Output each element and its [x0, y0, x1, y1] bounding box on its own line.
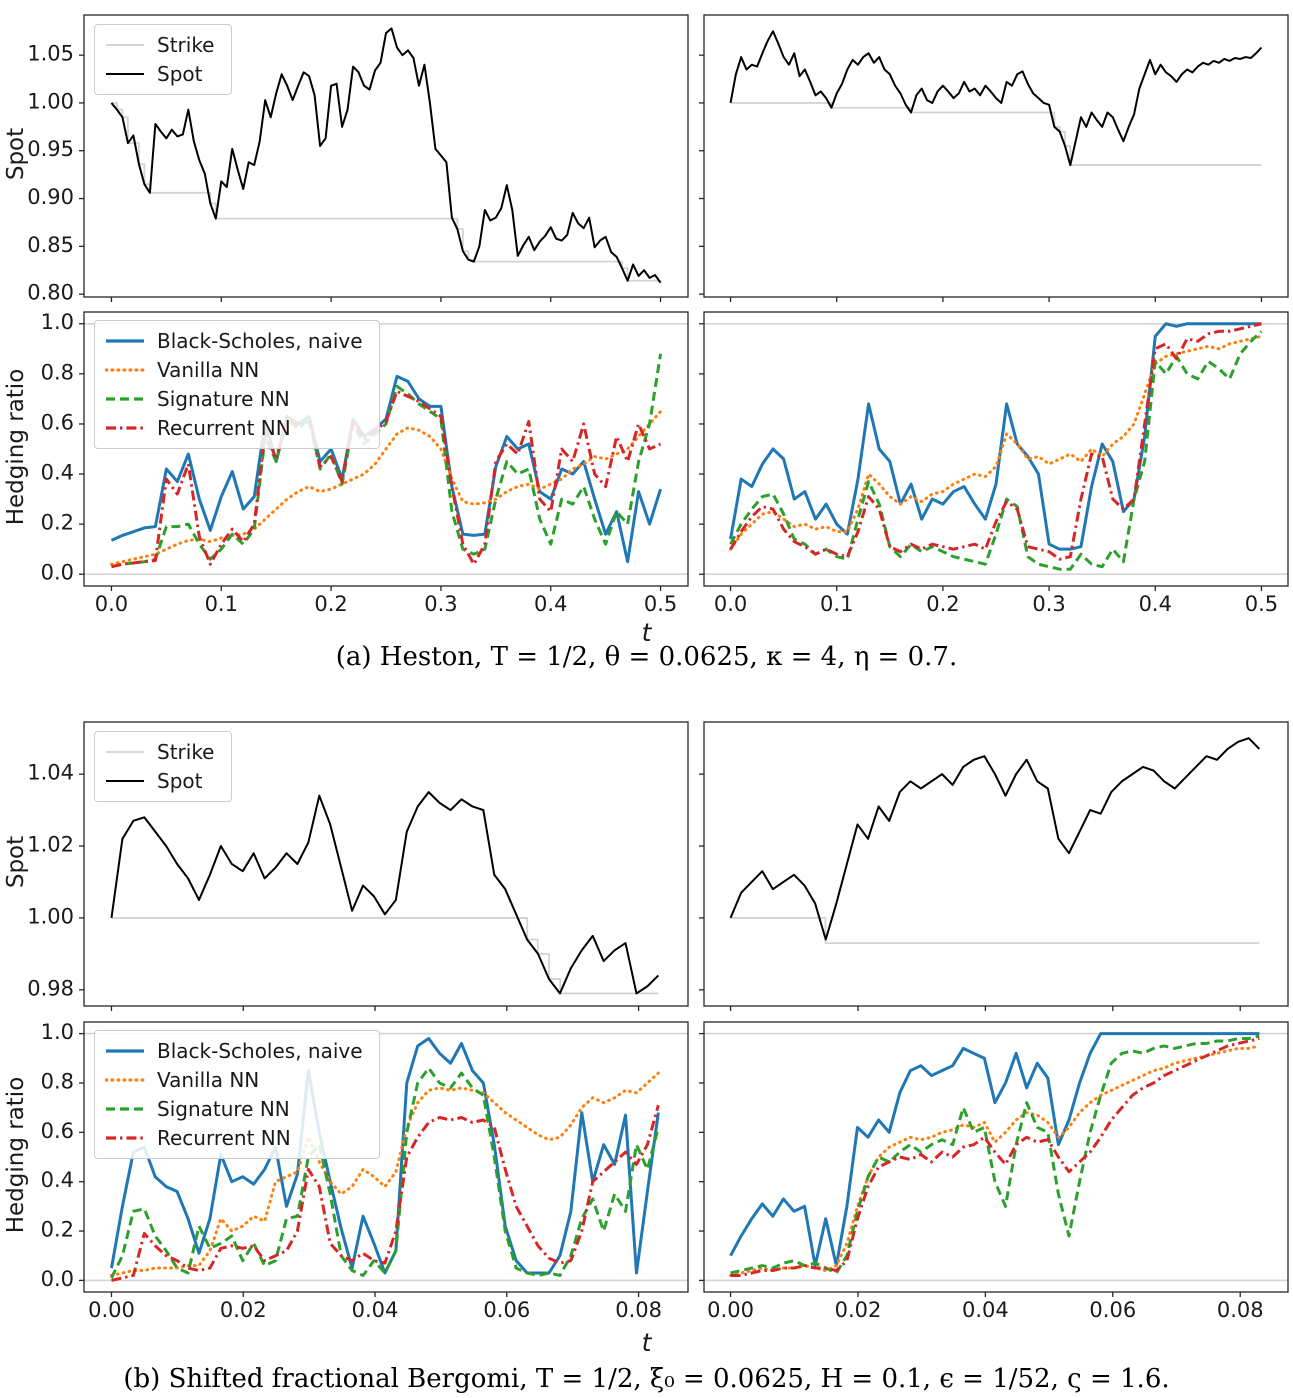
legend-label: Spot	[157, 62, 203, 86]
legend-label: Vanilla NN	[157, 1068, 260, 1092]
y-axis-label-hedge-a: Hedging ratio	[3, 368, 29, 526]
legend-entry	[105, 1038, 363, 1064]
legend-label: Signature NN	[157, 387, 290, 411]
signature-line-sample-icon	[105, 1103, 145, 1115]
legend-entry	[105, 328, 363, 354]
legend-label: Vanilla NN	[157, 358, 260, 382]
signature-line-sample-icon	[105, 393, 145, 405]
legend-label: Spot	[157, 769, 203, 793]
vanilla-line-sample-icon	[105, 364, 145, 376]
legend-label: Black-Scholes, naive	[157, 329, 363, 353]
legend-label: Black-Scholes, naive	[157, 1039, 363, 1063]
recurrent-line-sample-icon	[105, 422, 145, 434]
caption-b: (b) Shifted fractional Bergomi, T = 1/2, ξ₀ = 0.0625, H = 0.1, ϵ = 1/52, ς = 1.6.	[123, 1364, 1170, 1394]
vanilla-line-sample-icon	[105, 1074, 145, 1086]
legend-entry	[105, 768, 215, 794]
legend-entry	[105, 357, 363, 383]
legend-entry	[105, 1067, 363, 1093]
legend-entry	[105, 61, 215, 87]
caption-a: (a) Heston, T = 1/2, θ = 0.0625, κ = 4, η = 0.7.	[335, 642, 958, 672]
bs-line-sample-icon	[105, 1045, 145, 1057]
legend-entry	[105, 32, 215, 58]
legend-b-hedge-left	[94, 1030, 380, 1159]
legend-entry	[105, 739, 215, 765]
legend-a-hedge-left	[94, 320, 380, 449]
legend-entry	[105, 1096, 363, 1122]
legend-label: Recurrent NN	[157, 1126, 291, 1150]
y-axis-label-hedge-b: Hedging ratio	[3, 1076, 29, 1234]
x-axis-label-b: t	[641, 1328, 652, 1357]
legend-label: Signature NN	[157, 1097, 290, 1121]
legend-label: Strike	[157, 33, 215, 57]
x-axis-label-a: t	[641, 618, 652, 647]
legend-entry	[105, 415, 363, 441]
strike-line-sample-icon	[105, 746, 145, 758]
strike-line-sample-icon	[105, 39, 145, 51]
legend-entry	[105, 1125, 363, 1151]
y-axis-label-spot-a: Spot	[3, 127, 29, 181]
legend-a-spot-left	[94, 24, 232, 95]
legend-label: Strike	[157, 740, 215, 764]
bs-line-sample-icon	[105, 335, 145, 347]
legend-label: Recurrent NN	[157, 416, 291, 440]
y-axis-label-spot-b: Spot	[3, 835, 29, 889]
legend-b-spot-left	[94, 731, 232, 802]
spot-line-sample-icon	[105, 68, 145, 80]
legend-entry	[105, 386, 363, 412]
spot-line-sample-icon	[105, 775, 145, 787]
recurrent-line-sample-icon	[105, 1132, 145, 1144]
